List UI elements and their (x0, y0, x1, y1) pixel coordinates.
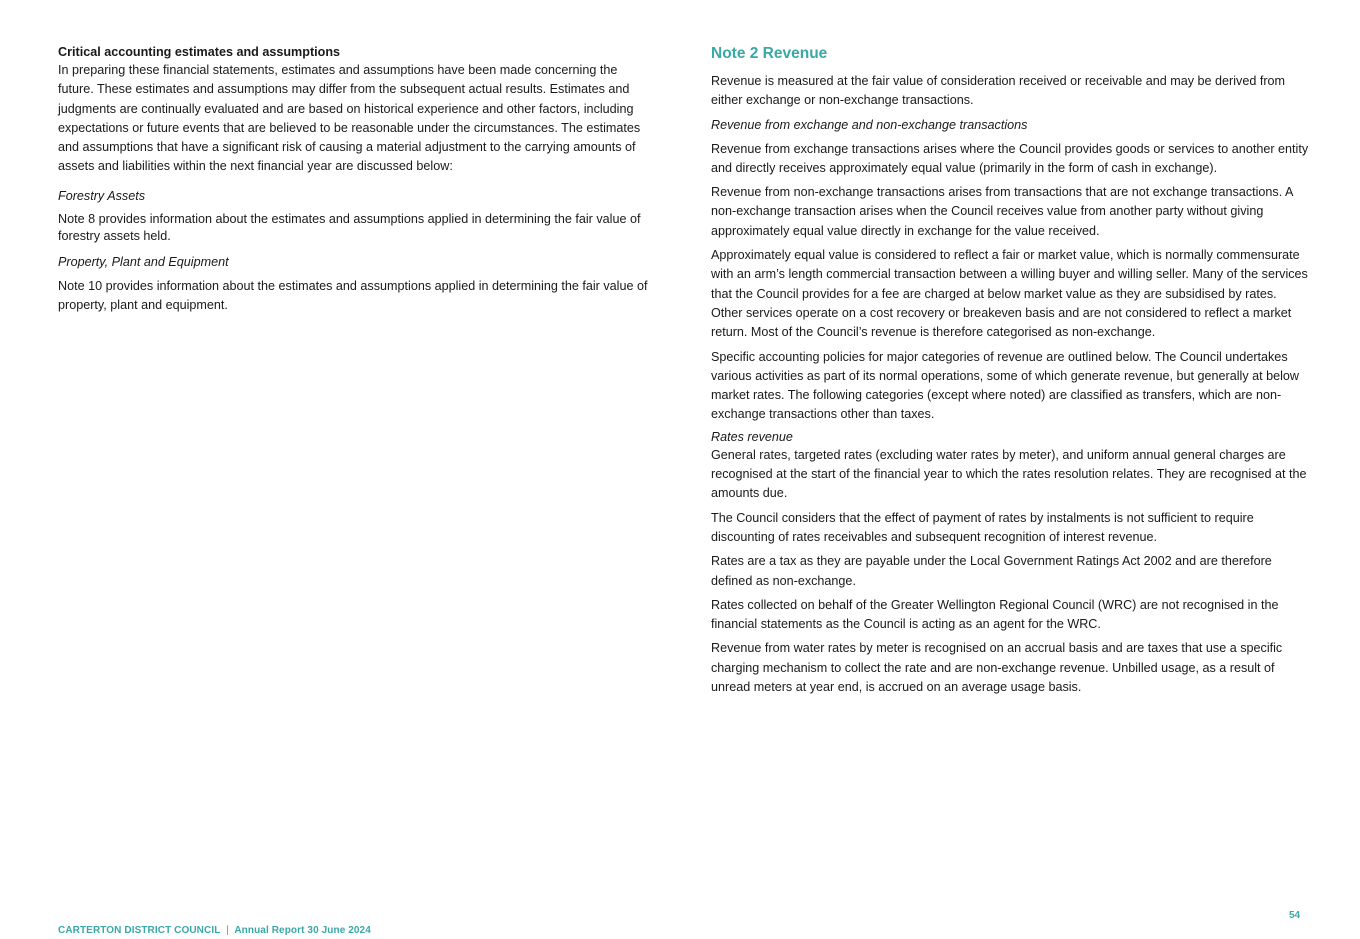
forestry-assets-text: Note 8 provides information about the estimates and assumptions applied in determining the fair value of forestry assets held. (58, 211, 641, 243)
forestry-assets-heading: Forestry Assets (58, 188, 146, 203)
footer-organisation: CARTERTON DISTRICT COUNCIL (58, 925, 221, 936)
left-column (58, 44, 654, 320)
instalments-paragraph: The Council considers that the effect of payment of rates by instalments is not sufficient to require discounting of rates receivables and subsequent recognition of interest revenue. (711, 510, 1254, 544)
page-number: 54 (1289, 910, 1301, 921)
critical-estimates-heading: Critical accounting estimates and assumptions (58, 45, 341, 59)
revenue-intro-paragraph: Revenue is measured at the fair value of consideration received or receivable and may be derived from either exchange or non-exchange transactions. (711, 74, 1286, 108)
ppe-text: Note 10 provides information about the estimates and assumptions applied in determining the fair value of property, plant and equipment. (58, 278, 648, 313)
non-exchange-transactions-paragraph: Revenue from non-exchange transactions arises from transactions that are not exchange transactions. A non-exchange transaction arises when the Council receives value from another party without giving approximately equal value directly in exchange for the value received. (711, 185, 1293, 238)
rates-tax-paragraph: Rates are a tax as they are payable under the Local Government Ratings Act 2002 and are therefore defined as non-exchange. (711, 554, 1272, 588)
specific-policies-paragraph: Specific accounting policies for major categories of revenue are outlined below. The Council undertakes various activities as part of its normal operations, some of which generate revenue, but generally at below market rates. The following categories (except where noted) are classified as transfers, which are non-exchange transactions other than taxes. (711, 349, 1300, 422)
page-footer (58, 925, 371, 936)
wrc-rates-paragraph: Rates collected on behalf of the Greater Wellington Regional Council (WRC) are not recognised in the financial statements as the Council is acting as an agent for the WRC. (711, 597, 1279, 632)
ppe-heading: Property, Plant and Equipment (58, 254, 229, 269)
water-rates-paragraph: Revenue from water rates by meter is recognised on an accrual basis and are taxes that use a specific charging mechanism to collect the rate and are non-exchange revenue. Unbilled usage, as a result of unread meters at year end, is accrued on an average usage basis. (711, 641, 1283, 695)
rates-revenue-heading: Rates revenue (711, 429, 793, 444)
exchange-transactions-paragraph: Revenue from exchange transactions arises where the Council provides goods or services to another entity and directly receives approximately equal value (primarily in the form of cash in exchange). (711, 141, 1309, 175)
critical-estimates-intro: In preparing these financial statements, estimates and assumptions have been made concerning the future. These estimates and assumptions may differ from the subsequent actual results. Estimates and judgments are continually evaluated and are based on historical experience and other factors, including expectations or future events that are believed to be reasonable under the circumstances. The estimates and assumptions that have a significant risk of causing a material adjustment to the carrying amounts of assets and liabilities within the next financial year are discussed below: (58, 63, 641, 174)
general-rates-paragraph: General rates, targeted rates (excluding water rates by meter), and uniform annual general charges are recognised at the start of the financial year to which the rates resolution relates. They are recognised at the amounts due. (711, 447, 1307, 501)
note-2-revenue-title: Note 2 Revenue (711, 45, 828, 62)
exchange-transactions-heading: Revenue from exchange and non-exchange transactions (711, 117, 1028, 132)
footer-separator: | (226, 925, 229, 936)
equal-value-paragraph: Approximately equal value is considered to reflect a fair or market value, which is normally commensurate with an arm’s length commercial transaction between a willing buyer and willing seller. Many of the services that the Council provides for a fee are charged at below market value as they are subsidised by rates. Other services operate on a cost recovery or breakeven basis and are not considered to reflect a market return. Most of the Council’s revenue is therefore categorised as non-exchange. (711, 248, 1308, 340)
right-column (711, 44, 1309, 702)
footer-report-title: Annual Report 30 June 2024 (234, 925, 371, 936)
